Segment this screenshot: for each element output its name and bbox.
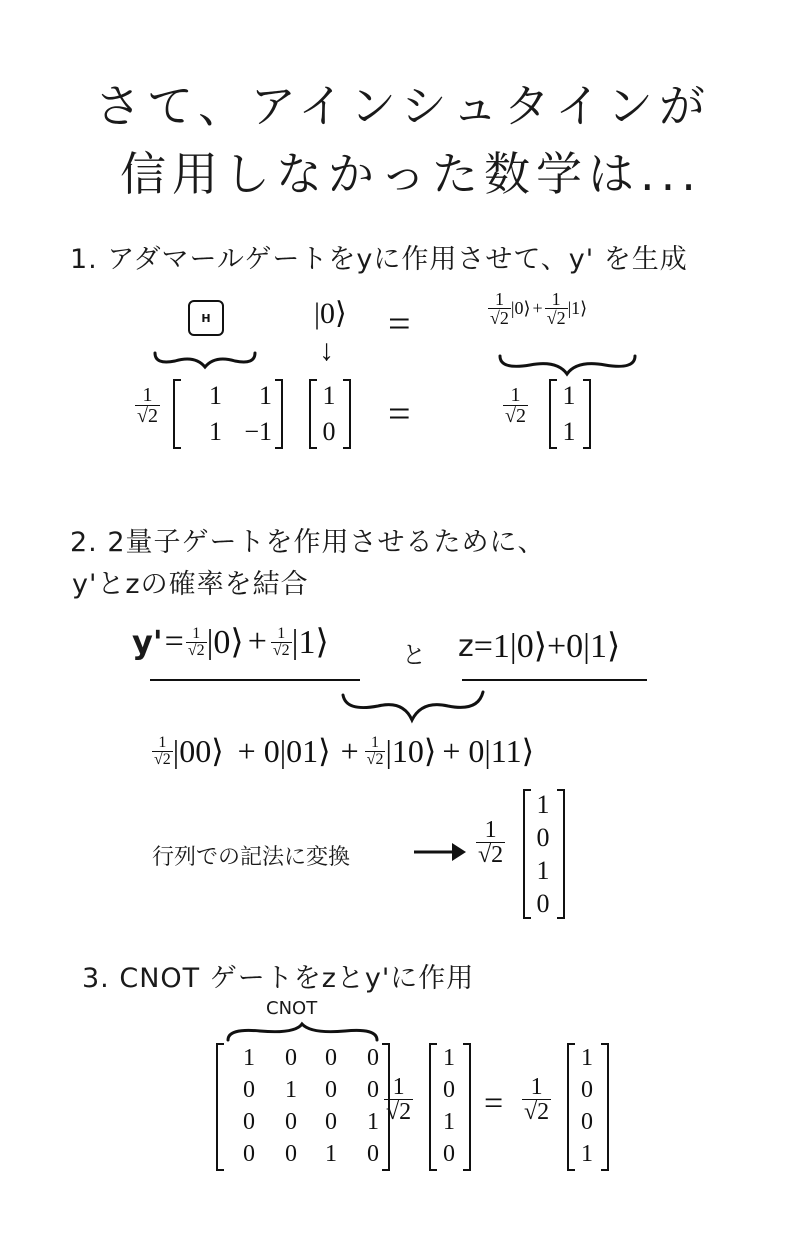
- matrix-cell: 1: [367, 1108, 379, 1135]
- fraction-one-over-sqrt2: $\frac{1}{√2}$: [187, 624, 205, 659]
- matrix-cell: 0: [285, 1044, 297, 1071]
- hadamard-prefactor: $\frac{1}{√2}$: [137, 384, 158, 427]
- vector-cell: 0: [322, 417, 336, 446]
- and-word: と: [402, 641, 426, 669]
- brace-combine: [338, 690, 488, 730]
- matrix-cell: 1: [209, 381, 222, 410]
- title-line-2: 信用しなかった数学は...: [120, 147, 702, 201]
- equals-sign-top: =: [388, 301, 411, 346]
- matrix-cell: 1: [243, 1044, 255, 1071]
- plus-sign: +: [532, 298, 543, 318]
- equals-sign-bottom: =: [388, 391, 411, 436]
- result-prefactor: $\frac{1}{√2}$: [505, 384, 526, 427]
- matrix-cell: 0: [285, 1108, 297, 1135]
- vector-cell: 0: [536, 888, 550, 918]
- cnot-output-vector: [566, 1042, 610, 1172]
- hadamard-gate-label: H: [201, 311, 211, 325]
- fraction-one-over-sqrt2: $\frac{1}{√2}$: [272, 624, 290, 659]
- vector-cell: 1: [443, 1108, 455, 1135]
- step3-heading: 3. CNOT ゲートをzとy'に作用: [82, 963, 475, 994]
- matrix-cell: 0: [367, 1140, 379, 1167]
- brace-under-gate: [150, 345, 260, 375]
- fraction-one-over-sqrt2: $\frac{1}{√2}$: [490, 289, 509, 328]
- matrix-cell: 1: [209, 417, 222, 446]
- vector-cell: 0: [581, 1076, 593, 1103]
- vector-cell: 0: [536, 822, 550, 852]
- down-arrow-icon: ↓: [319, 334, 334, 367]
- fraction-one-over-sqrt2: $\frac{1}{√2}$: [546, 289, 566, 328]
- matrix-notation-note: 行列での記法に変換: [152, 845, 351, 870]
- matrix-cell: 0: [367, 1076, 379, 1103]
- matrix-cell: 1: [285, 1076, 297, 1103]
- matrix-cell: 0: [367, 1044, 379, 1071]
- matrix-cell: 0: [285, 1140, 297, 1167]
- brace-under-superposition: [495, 350, 640, 380]
- z-state: =1|0⟩+0|1⟩: [473, 628, 621, 665]
- fraction-one-over-sqrt2: $\frac{1}{√2}$: [366, 733, 384, 768]
- title-line-1: さて、アインシュタインが: [95, 79, 711, 133]
- y-prime-expression: y' = $\frac{1}{√2}$ |0⟩ + $\frac{1}{√2}$ |1⟩: [132, 623, 329, 661]
- vector-cell: 0: [443, 1140, 455, 1167]
- fraction-one-over-sqrt2: $\frac{1}{√2}$: [154, 733, 171, 768]
- hadamard-matrix: [172, 378, 284, 450]
- term-01: + 0|01⟩: [237, 733, 331, 769]
- step2-heading-line-2: y'とzの確率を結合: [72, 569, 309, 600]
- combined-state-vector: [522, 788, 566, 920]
- term-10: |10⟩: [385, 733, 437, 769]
- term-00: |00⟩: [172, 733, 224, 769]
- vector-cell: 1: [562, 381, 576, 410]
- vector-cell: 1: [581, 1044, 593, 1071]
- step2-heading-line-1: 2. 2量子ゲートを作用させるために、: [70, 527, 546, 558]
- term-11: + 0|11⟩: [442, 733, 535, 769]
- ket-one-term: |1⟩: [567, 298, 588, 318]
- right-arrow-icon: [412, 840, 467, 864]
- ket-zero-term: |0⟩: [510, 298, 531, 318]
- z-expression: [458, 626, 620, 666]
- superposition-expression: [488, 290, 587, 327]
- y-prime-underline: [150, 678, 365, 682]
- combined-state-expression: [152, 732, 534, 770]
- cnot-matrix: [215, 1042, 391, 1172]
- hadamard-gate-box: [188, 300, 224, 336]
- step1-heading: 1. アダマールゲートをyに作用させて、y' を生成: [70, 244, 688, 275]
- vector-prefactor: $\frac{1}{√2}$: [478, 817, 504, 868]
- ket-zero-label: |0⟩: [314, 297, 347, 330]
- vector-cell: 1: [581, 1140, 593, 1167]
- vector-cell: 1: [562, 417, 576, 446]
- matrix-cell: 0: [325, 1076, 337, 1103]
- matrix-cell: −1: [244, 417, 272, 446]
- input-vector-prefactor: $\frac{1}{√2}$: [386, 1074, 412, 1125]
- matrix-cell: 0: [325, 1108, 337, 1135]
- y-prime-symbol: y': [132, 623, 163, 661]
- matrix-cell: 0: [243, 1108, 255, 1135]
- vector-cell: 1: [536, 789, 550, 819]
- vector-cell: 1: [322, 381, 336, 410]
- zero-state-vector: [308, 378, 352, 450]
- cnot-input-vector: [428, 1042, 472, 1172]
- plus-sign: +: [340, 732, 359, 769]
- matrix-cell: 0: [325, 1044, 337, 1071]
- matrix-cell: 1: [325, 1140, 337, 1167]
- equals-sign-step3: =: [484, 1085, 504, 1122]
- vector-cell: 0: [443, 1076, 455, 1103]
- cnot-label: CNOT: [266, 998, 318, 1019]
- ket-one-term: |1⟩: [291, 624, 329, 661]
- vector-cell: 1: [536, 855, 550, 885]
- vector-cell: 1: [443, 1044, 455, 1071]
- z-underline: [462, 678, 652, 682]
- matrix-cell: 0: [243, 1076, 255, 1103]
- output-vector-prefactor: $\frac{1}{√2}$: [524, 1074, 550, 1125]
- brace-over-cnot: [225, 1022, 380, 1044]
- result-vector: [548, 378, 592, 450]
- z-symbol: z: [458, 628, 474, 664]
- matrix-cell: 1: [259, 381, 272, 410]
- matrix-cell: 0: [243, 1140, 255, 1167]
- ket-zero-term: |0⟩: [206, 624, 244, 661]
- vector-cell: 0: [581, 1108, 593, 1135]
